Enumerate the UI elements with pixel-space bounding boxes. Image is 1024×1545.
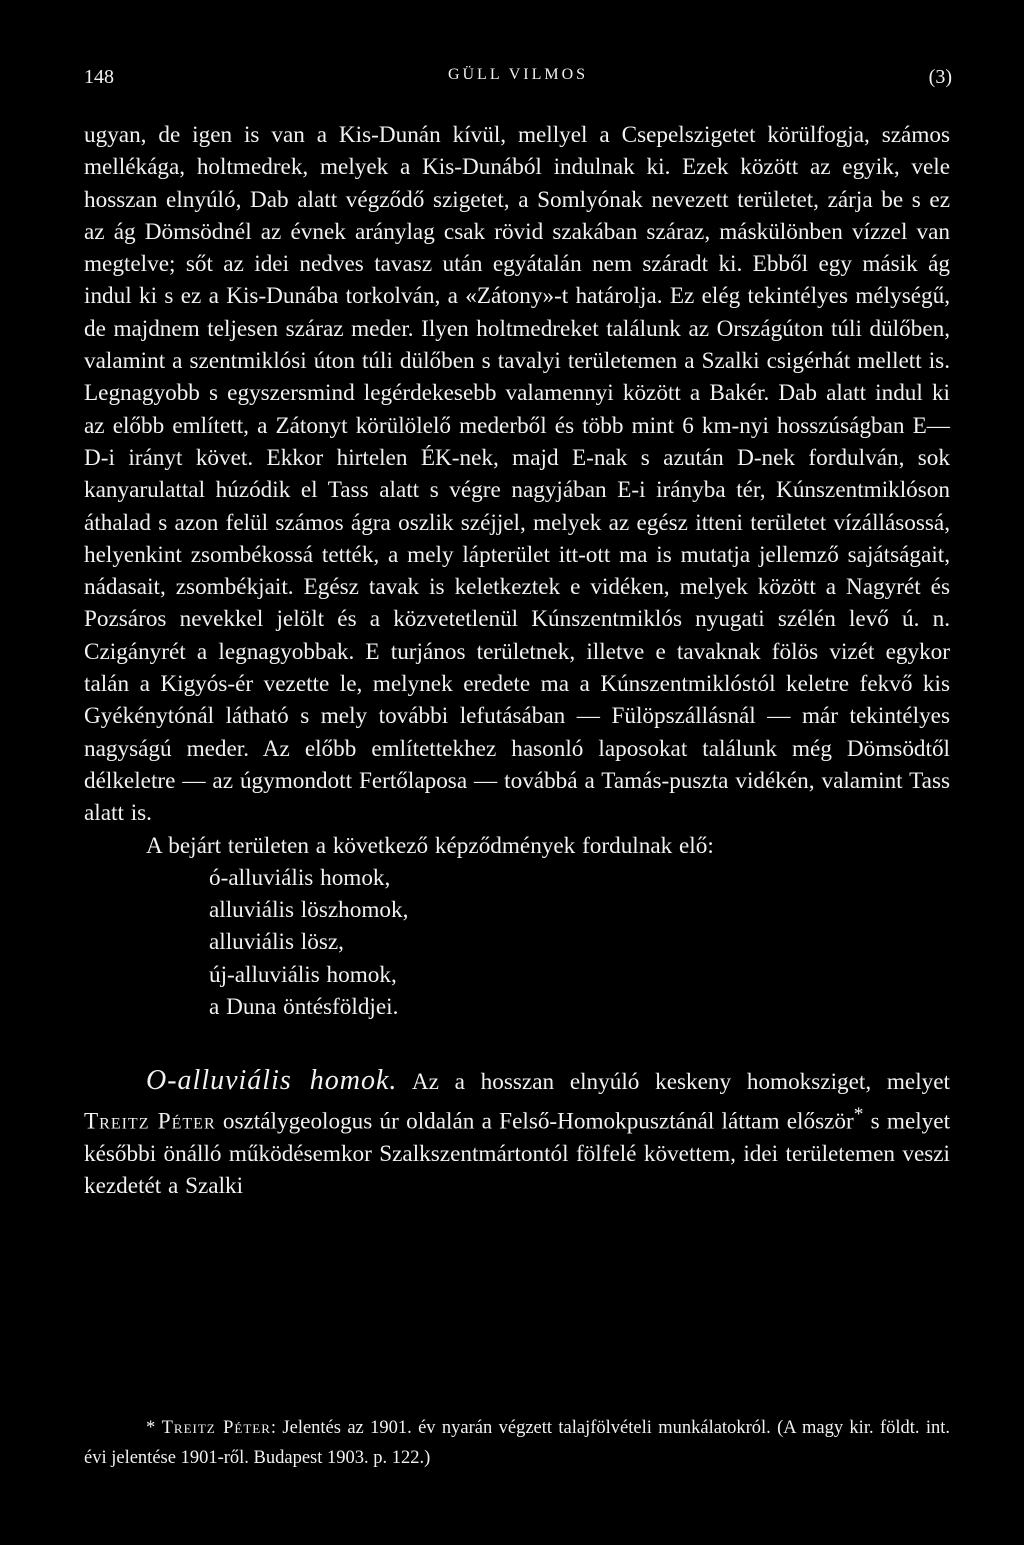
list-item: a Duna öntésföldjei. xyxy=(209,994,399,1021)
person-name: Treitz Péter xyxy=(84,1108,216,1135)
page-number: 148 xyxy=(84,66,114,88)
section-text-1: Az a hosszan elnyúló keskeny homoksziget, melyet xyxy=(397,1069,950,1096)
section-paragraph xyxy=(84,1065,950,1202)
section-text-3: s melyet későbbi önálló működésemkor Szalkszentmártontól fölfelé követtem, idei területemen veszi kezdetét a Szalki xyxy=(84,1108,951,1199)
paragraph-2: A bejárt területen a következő képződmények fordulnak elő: xyxy=(146,832,714,859)
formations-list xyxy=(84,862,950,1023)
footnote-marker-bottom: * xyxy=(146,1418,156,1438)
footnote-marker: * xyxy=(853,1103,864,1125)
footnote xyxy=(84,1413,950,1473)
page-header xyxy=(84,66,952,96)
paragraph-1: ugyan, de igen is van a Kis-Dunán kívül, mellyel a Csepelszigetet körülfogja, számos mellékága, holtmedrek, melyek a Kis-Dunából indulnak ki. Ezek között az egyik, vele hosszan elnyúló, Dab alatt végződő szigetet, a Somlyónak nevezett területet, zárja be s ez az ág Dömsödnél az évnek aránylag csak rövid szakában száraz, máskülönben vízzel van megtelve; sőt az idei nedves tavasz után egyátalán nem száradt ki. Ebből egy másik ág indul ki s ez a Kis-Dunába torkolván, a «Zátony»-t határolja. Ez elég tekintélyes mélységű, de majdnem teljesen száraz meder. Ilyen holtmedreket találunk az Országúton túli dülőben, valamint a szentmiklósi úton túli dülőben s tavalyi területemen a Szalki csigérhát mellett is. Legnagyobb s egyszersmind legérdekesebb valamennyi között a Bakér. Dab alatt indul ki az előbb említett, a Zátonyt körülölelő mederből és több mint 6 km-nyi hosszúságban E—D-i irányt követ. Ekkor hirtelen ÉK-nek, majd E-nak s azután D-nek fordulván, sok kanyarulattal húzódik el Tass alatt s végre nagyjában E-i irányba tér, Kúnszentmiklóson áthalad s azon felül számos ágra oszlik széjjel, melyek az egész itteni területet vízállásossá, helyenkint zsombékossá tették, a mely lápterület itt-ott ma is mutatja jellemző sajátságait, nádasait, zsombékjait. Egész tavak is keletkeztek e vidéken, melyek között a Nagyrét és Pozsáros nevekkel jelölt és a közvetetlenül Kúnszentmiklós nyugati szélén levő ú. n. Czigányrét a legnagyobbak. E turjános területnek, illetve e tavaknak fölös vizét egykor talán a Kigyós-ér vezette le, melynek eredete ma a Kúnszentmiklóstól keletre fekvő kis Gyékénytónál látható s mely további lefutásában — Fülöpszállásnál — már tekintélyes nagyságú meder. Az előbb említettekhez hasonló laposokat találunk még Dömsödtől délkeletre — az úgymondott Fertőlaposa — továbbá a Tamás-puszta vidékén, valamint Tass alatt is. xyxy=(84,122,950,827)
list-item: alluviális löszhomok, xyxy=(209,897,409,924)
footnote-text: : Jelentés az 1901. év nyarán végzett talajfölvételi munkálatokról. (A magy kir. földt. int. évi jelentése 1901-ről. Budapest 1903. p. 122.) xyxy=(84,1418,951,1468)
section-number: (3) xyxy=(928,66,952,88)
list-item: új-alluviális homok, xyxy=(209,961,397,988)
running-title: GÜLL VILMOS xyxy=(447,66,589,83)
list-item: ó-alluviális homok, xyxy=(209,864,391,891)
section-title: O-alluviális homok. xyxy=(146,1065,398,1097)
list-item: alluviális lösz, xyxy=(209,929,344,956)
section-text-2: osztálygeologus úr oldalán a Felső-Homokpusztánál láttam először xyxy=(215,1108,854,1135)
footnote-author: Treitz Péter xyxy=(161,1418,271,1438)
body-text xyxy=(84,119,950,1202)
